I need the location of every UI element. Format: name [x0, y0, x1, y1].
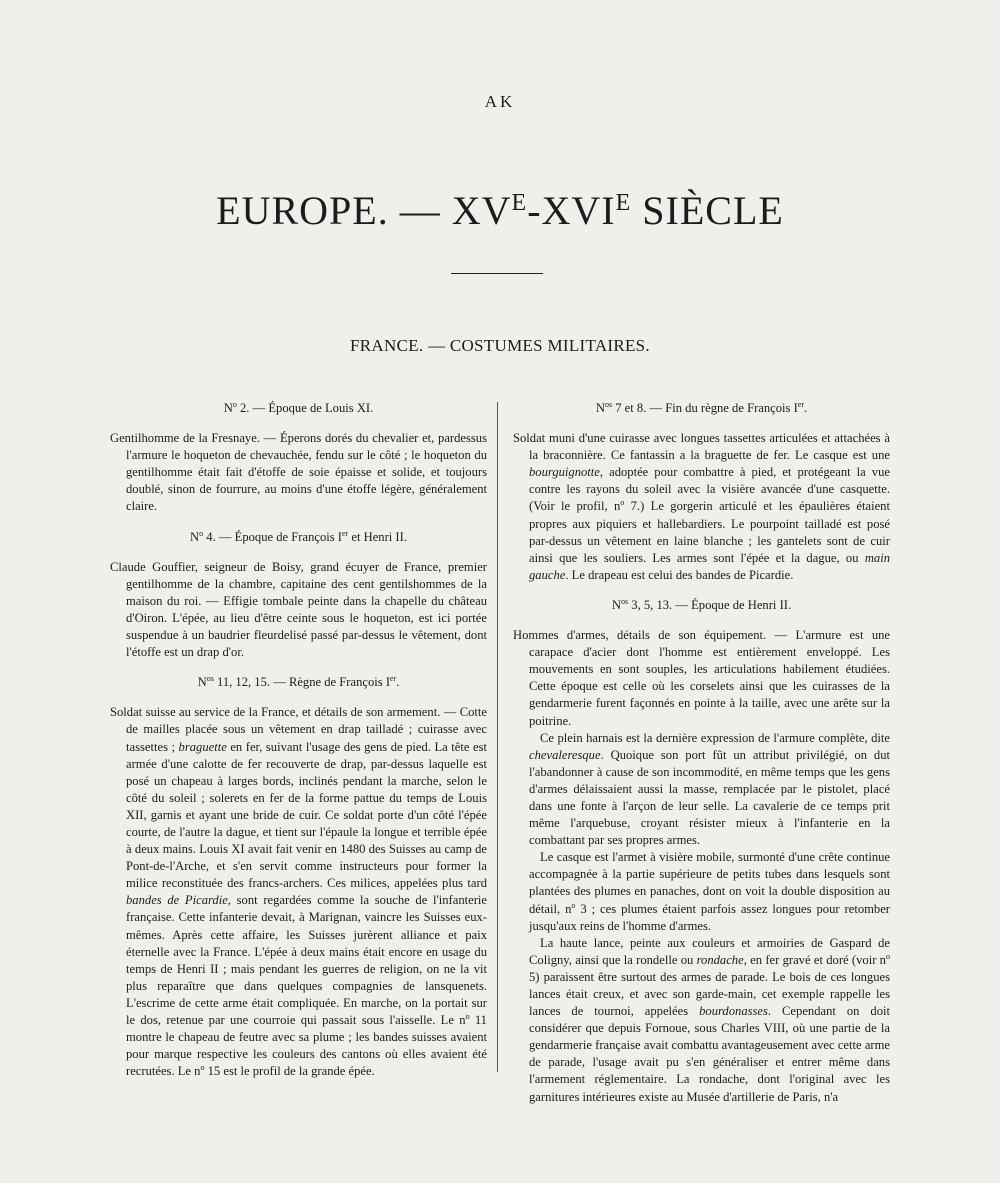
page-title [0, 178, 1000, 236]
italic-term: rondache [696, 952, 744, 967]
title-part: -XVI [527, 188, 616, 233]
entry-paragraph [513, 935, 890, 1106]
entry-paragraph: Gentilhomme de la Fresnaye. — Éperons dorés du chevalier et, pardessus l'armure le hoqueton de chevauchée, fendu sur le côté ; le hoqueton du gentilhomme était fait d'étoffe de soie épaisse et solide, et toujours doublé, sinon de fourrure, au moins d'une étoffe légère, généralement claire. [110, 431, 487, 514]
heading-text: N [190, 529, 200, 544]
heading-superscript: er [342, 528, 349, 538]
entry-paragraph: Claude Gouffier, seigneur de Boisy, grand écuyer de France, premier gentilhomme de la chambre, capitaine des cent gentilshommes de la maison du roi. — Effigie tombale peinte dans la chapelle du château d'Oiron. L'épée, au lieu d'être ceinte sous le hoqueton, est ici portée suspendue à un baudrier fleurdelisé passé par-dessus le vêtement, dont l'étoffe est un drap d'or. [110, 559, 487, 660]
heading-text: N [197, 675, 207, 690]
heading-text: . [804, 401, 808, 415]
heading-text: 2. — Époque de Louis XI. [236, 401, 374, 415]
heading-text: 3, 5, 13. — Époque de Henri II. [628, 597, 792, 612]
heading-superscript: o [199, 528, 204, 538]
entry-heading [110, 529, 487, 546]
paragraph-text: Ce plein harnais est la dernière expression de l'armure complète, dite [540, 730, 890, 745]
entry-heading [110, 400, 487, 417]
heading-superscript: o [232, 399, 237, 409]
heading-superscript: er [390, 674, 397, 684]
heading-text: N [223, 401, 233, 415]
entry-paragraph [110, 704, 487, 1080]
italic-term: braguette [178, 739, 227, 754]
heading-superscript: os [206, 674, 214, 684]
entry-heading [513, 400, 890, 417]
heading-superscript: os [604, 399, 613, 409]
title-divider [451, 273, 543, 274]
right-column [513, 400, 890, 1106]
paragraph-text: , adoptée pour combattre à pied, et protégeant la vue contre les rayons du soleil avec la visière avancée d'une casquette. (Voir le profil, n [529, 465, 890, 514]
heading-text: . [396, 675, 400, 690]
superscript: o [200, 1063, 205, 1073]
italic-term: chevaleresque [529, 747, 601, 762]
title-part: EUROPE. — XV [216, 188, 512, 233]
entry-paragraph [513, 849, 890, 934]
signature-mark: AK [484, 92, 516, 111]
heading-text: N [611, 597, 621, 612]
superscript: o [571, 900, 576, 910]
italic-term: main gauche [529, 550, 890, 582]
entry-paragraph: Hommes d'armes, détails de son équipement. — L'armure est une carapace d'acier dont l'homme est entièrement enveloppé. Les mouvements en sont souples, les articulations habilement étudiées. Cette époque est celle où les corselets ainsi que les cuirasses de la gendarmerie furent façonnés en pointe à la taille, avec une arête sur la poitrine. [513, 628, 890, 728]
italic-term: bourdonasses [699, 1004, 768, 1019]
paragraph-text: , en fer gravé et doré (voir n [743, 952, 886, 967]
superscript: o [885, 951, 890, 961]
entry-heading [110, 674, 487, 691]
left-column [110, 400, 487, 1080]
entry-paragraph [513, 430, 890, 584]
heading-superscript: er [797, 399, 805, 409]
paragraph-text: en fer, suivant l'usage des gens de pied. La tête est armée d'une calotte de fer recouverte de drap, par-dessus laquelle est posé un chapeau à larges bords, inclinés pendant la marche, selon le côté du soleil ; solerets en fer de la forme pattue du temps de Louis XII, garnis et ayant une bride de cuir. Ce soldat porte d'un côté l'épée courte, de l'autre la dague, et tient sur l'épaule la longue et terrible épée à deux mains. Louis XI avait fait venir en 1480 des Suisses au camp de Pont-de-l'Arche, et s'en servit comme instructeurs pour former la milice reconstituée des francs-archers. Ces milices, appelées plus tard [126, 739, 487, 891]
heading-text: 4. — Époque de François I [203, 529, 342, 544]
heading-superscript: os [621, 596, 629, 606]
superscript: o [465, 1011, 470, 1021]
section-heading: FRANCE. — COSTUMES MILITAIRES. [350, 336, 650, 355]
paragraph-text: . Cependant on doit considérer que depuis Fornoue, sous Charles VIII, où une partie de la gendarmerie française avait combattu avantageusement avec cette arme de parade, l'usage avait pu s'en généraliser et entrer même dans l'armement réglementaire. La rondache, dont l'original avec les garnitures intérieures existe au Musée d'artillerie de Paris, n'a [529, 1004, 891, 1104]
paragraph-text: , sont regardées comme la souche de l'infanterie française. Cette infanterie devait, à Marignan, vaincre les Suisses eux-mêmes. Après cette affaire, les Suisses jurèrent alliance et paix éternelle avec la France. L'épée à deux mains était encore en usage du temps de Henri II ; mais pendant les guerres de religion, on ne la vit plus reparaître que dans quelques compagnies de lansquenets. L'escrime de cette arme était compliquée. En marche, on la portait sur le dos, retenue par une courroie qui passait sous l'aisselle. Le n [126, 893, 487, 1027]
paragraph-text: . Quoique son port fût un attribut privilégié, on dut l'abandonner à cause de son incommodité, en même temps que les gens d'armes délaissaient aussi la masse, remplacée par le pistolet, placé dans une fonte à l'arçon de leur selle. La cavalerie de ce temps prit même l'arquebuse, croyant résister mieux à l'infanterie en la combattant par ses propres armes. [529, 747, 890, 848]
italic-term: bandes de Picardie [126, 893, 228, 908]
heading-text: et Henri II. [348, 529, 407, 544]
heading-text: 7 et 8. — Fin du règne de François I [612, 401, 798, 415]
paragraph-text: La haute lance, peinte aux couleurs et armoiries de Gaspard de Coligny, ainsi que la rondelle ou [529, 935, 890, 967]
paragraph-text: Soldat muni d'une cuirasse avec longues tassettes articulées et attachées à la braconnière. Ce fantassin a la braguette de fer. Le casque est une [513, 431, 890, 463]
paragraph-text: Soldat suisse au service de la France, et détails de son armement. — Cotte de mailles placée sous un vêtement en drap tailladé ; cuirasse avec tassettes ; [110, 705, 487, 754]
paragraph-text: 3 ; ces plumes étaient parfois assez longues pour retomber jusqu'aux reins de l'homme d'armes. [529, 901, 890, 933]
paragraph-text: 11 montre le chapeau de feutre avec sa plume ; les bandes suisses avaient pour marque respective les couleurs des cantons où elles avaient été recrutées. Le n [126, 1013, 487, 1079]
entry-paragraph [513, 730, 890, 850]
paragraph-text: Le casque est l'armet à visière mobile, surmonté d'une crête continue accompagnée à la partie supérieure de petits tubes dans lesquels sont plantées des plumes en panaches, dont on voit la double disposition au détail, n [529, 850, 890, 916]
superscript: o [620, 498, 625, 508]
paragraph-text: 5) paraissent être surtout des armes de parade. Le bois de ces longues lances était creux, et avec son garde-main, cet exemple rappelle les lances de tournoi, appelées [529, 969, 890, 1019]
paragraph-text: 15 est le profil de la grande épée. [204, 1064, 375, 1079]
paragraph-text: . Le drapeau est celui des bandes de Picardie. [565, 567, 794, 582]
italic-term: bourguignotte [529, 465, 600, 480]
column-divider [497, 402, 498, 1072]
title-superscript: E [511, 190, 528, 216]
heading-text: N [595, 401, 605, 415]
title-part: SIÈCLE [631, 188, 784, 233]
paragraph-text: 7.) Le gorgerin articulé et les épaulières étaient propres aux piquiers et hallebardiers. Le pourpoint tailladé est posé par-dessus un vêtement en laine blanche ; les gantelets sont de cuir ainsi que les souliers. Les armes sont l'épée et la dague, ou [529, 499, 890, 565]
entry-heading [513, 597, 890, 614]
heading-text: 11, 12, 15. — Règne de François I [213, 675, 391, 690]
title-superscript: E [615, 190, 632, 216]
